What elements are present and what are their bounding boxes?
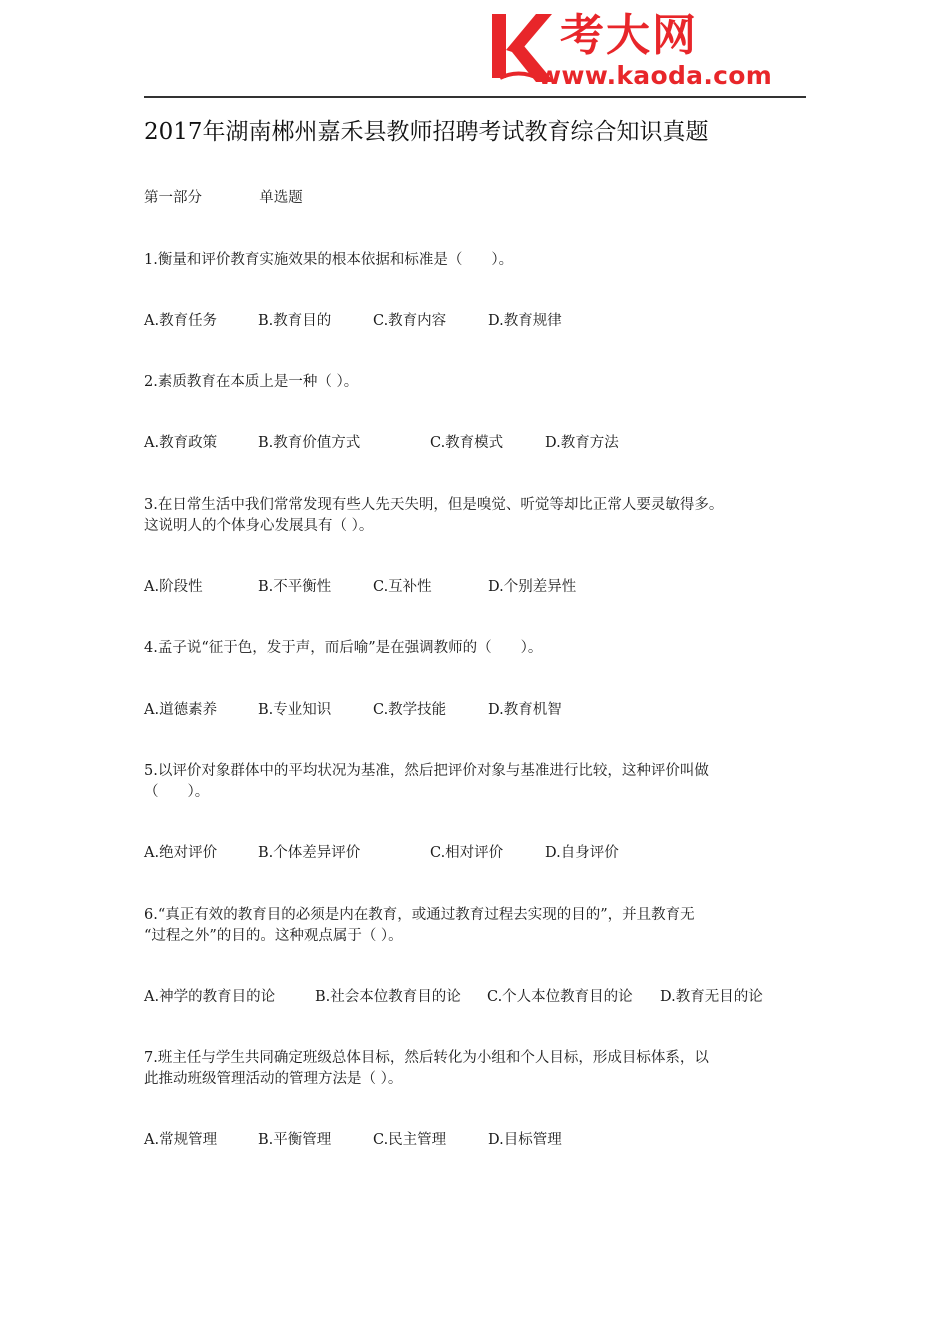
section-name: 单选题 xyxy=(259,190,303,206)
option-d: D.教育无目的论 xyxy=(660,989,763,1005)
logo-title: 考大网 xyxy=(560,10,698,61)
option-c: C.民主管理 xyxy=(373,1132,447,1148)
option-a: A.常规管理 xyxy=(144,1132,218,1148)
option-d: D.教育方法 xyxy=(545,435,619,451)
logo-url: www.kaoda.com xyxy=(538,61,773,90)
question-1-text: 1.衡量和评价教育实施效果的根本依据和标准是（ ）。 xyxy=(144,252,514,268)
header-divider xyxy=(144,96,806,98)
section-heading xyxy=(144,188,303,209)
option-a: A.绝对评价 xyxy=(144,845,218,861)
option-a: A.神学的教育目的论 xyxy=(144,989,276,1005)
section-label: 第一部分 xyxy=(144,190,202,206)
question-6-text-line-2: “过程之外”的目的。这种观点属于（ ）。 xyxy=(144,928,403,944)
question-5-text-line-1: 5.以评价对象群体中的平均状况为基准，然后把评价对象与基准进行比较，这种评价叫做 xyxy=(144,763,709,779)
option-b: B.不平衡性 xyxy=(258,579,332,595)
option-c: C.相对评价 xyxy=(430,845,504,861)
question-4-text: 4.孟子说“征于色，发于声，而后喻”是在强调教师的（ ）。 xyxy=(144,640,543,656)
option-a: A.阶段性 xyxy=(144,579,203,595)
question-3-text-line-2: 这说明人的个体身心发展具有（ ）。 xyxy=(144,518,374,534)
option-a: A.道德素养 xyxy=(144,702,218,718)
question-7-text-line-2: 此推动班级管理活动的管理方法是（ ）。 xyxy=(144,1071,403,1087)
question-6-text-line-1: 6.“真正有效的教育目的必须是内在教育，或通过教育过程去实现的目的”，并且教育无 xyxy=(144,907,695,923)
option-b: B.专业知识 xyxy=(258,702,332,718)
option-c: C.教育内容 xyxy=(373,313,447,329)
kaoda-logo xyxy=(490,8,808,90)
option-d: D.目标管理 xyxy=(488,1132,562,1148)
option-d: D.教育机智 xyxy=(488,702,562,718)
option-c: C.教育模式 xyxy=(430,435,504,451)
option-a: A.教育政策 xyxy=(144,435,218,451)
question-5-text-line-2: （ ）。 xyxy=(144,784,210,800)
option-b: B.平衡管理 xyxy=(258,1132,332,1148)
question-2-text: 2.素质教育在本质上是一种（ ）。 xyxy=(144,374,359,390)
option-d: D.自身评价 xyxy=(545,845,619,861)
option-b: B.社会本位教育目的论 xyxy=(315,989,461,1005)
question-3-text-line-1: 3.在日常生活中我们常常发现有些人先天失明，但是嗅觉、听觉等却比正常人要灵敏得多。 xyxy=(144,497,724,513)
option-b: B.个体差异评价 xyxy=(258,845,361,861)
option-c: C.教学技能 xyxy=(373,702,447,718)
option-d: D.教育规律 xyxy=(488,313,562,329)
question-7-text-line-1: 7.班主任与学生共同确定班级总体目标，然后转化为小组和个人目标，形成目标体系，以 xyxy=(144,1050,709,1066)
option-c: C.个人本位教育目的论 xyxy=(487,989,633,1005)
option-b: B.教育目的 xyxy=(258,313,332,329)
option-c: C.互补性 xyxy=(373,579,432,595)
option-d: D.个别差异性 xyxy=(488,579,577,595)
option-a: A.教育任务 xyxy=(144,313,218,329)
option-b: B.教育价值方式 xyxy=(258,435,361,451)
page-title: 2017年湖南郴州嘉禾县教师招聘考试教育综合知识真题 xyxy=(144,119,709,145)
